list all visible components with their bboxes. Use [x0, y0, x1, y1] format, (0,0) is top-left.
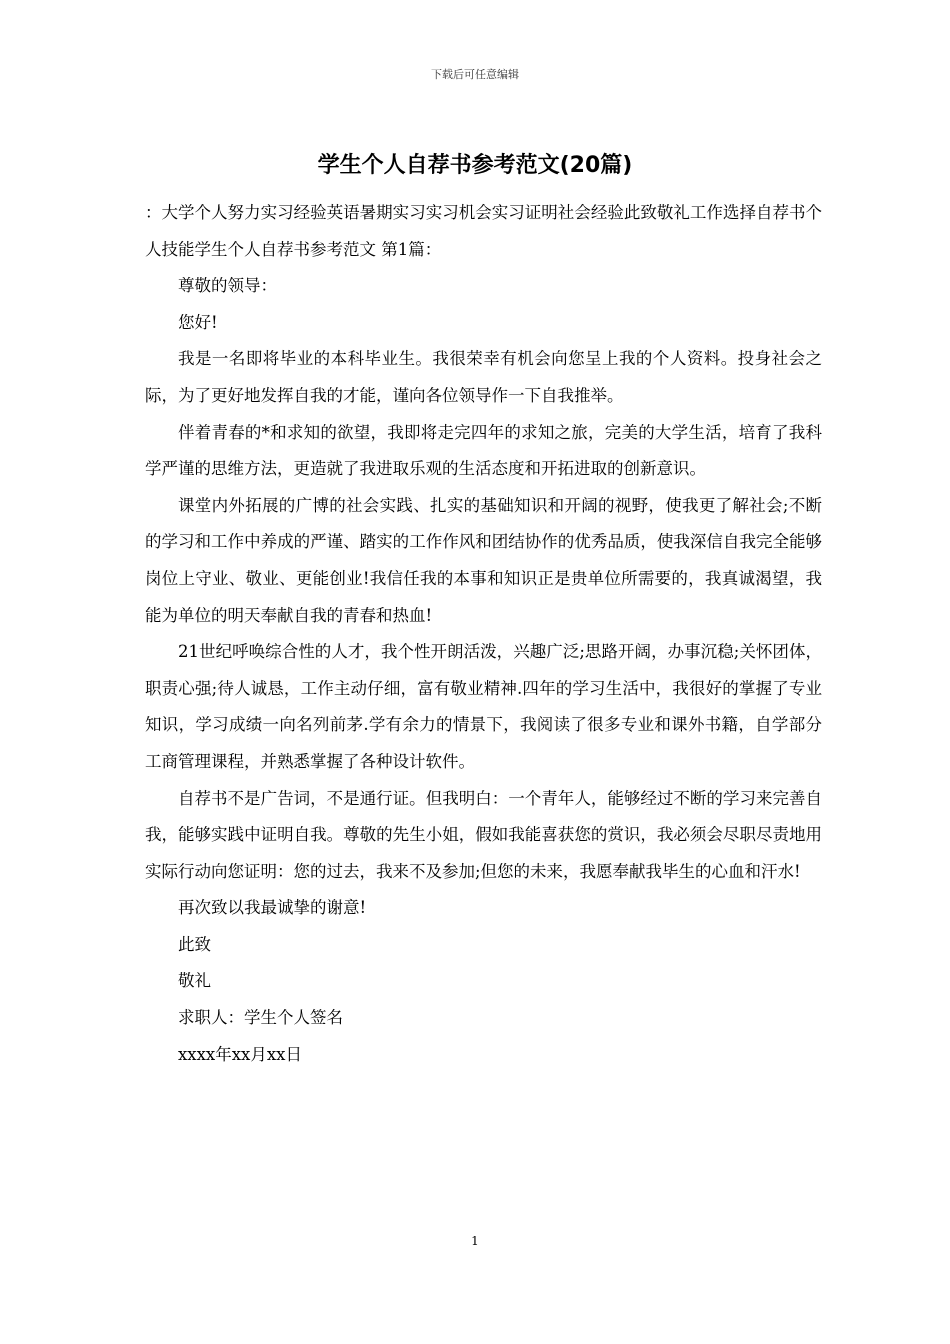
salutation: 尊敬的领导： — [178, 276, 277, 296]
closing-regards: 敬礼 — [178, 971, 211, 991]
document-body — [145, 195, 822, 1073]
page-number: 1 — [471, 1234, 479, 1248]
body-paragraph: 自荐书不是广告词，不是通行证。但我明白：一个青年人，能够经过不断的学习来完善自我，能够实践中证明自我。尊敬的先生小姐，假如我能喜获您的赏识，我必须会尽职尽责地用实际行动向您证明：您的过去，我来不及参加;但您的未来，我愿奉献我毕生的心血和汗水! — [145, 788, 822, 881]
greeting: 您好! — [178, 312, 218, 332]
intro-paragraph: ：大学个人努力实习经验英语暑期实习实习机会实习证明社会经验此致敬礼工作选择自荐书个人技能学生个人自荐书参考范文 第1篇： — [145, 203, 822, 259]
date-line: xxxx年xx月xx日 — [178, 1044, 302, 1064]
signature-line: 求职人：学生个人签名 — [178, 1008, 343, 1028]
document-title: 学生个人自荐书参考范文(20篇) — [317, 153, 633, 178]
body-paragraph: 我是一名即将毕业的本科毕业生。我很荣幸有机会向您呈上我的个人资料。投身社会之际，为了更好地发挥自我的才能，谨向各位领导作一下自我推举。 — [145, 349, 822, 405]
header-note: 下载后可任意编辑 — [431, 68, 519, 81]
thanks-line: 再次致以我最诚挚的谢意! — [178, 898, 367, 918]
body-paragraph: 21世纪呼唤综合性的人才，我个性开朗活泼，兴趣广泛;思路开阔，办事沉稳;关怀团体，职责心强;待人诚恳，工作主动仔细，富有敬业精神.四年的学习生活中，我很好的掌握了专业知识，学习成绩一向名列前茅.学有余力的情景下，我阅读了很多专业和课外书籍，自学部分工商管理课程，并熟悉掌握了各种设计软件。 — [145, 642, 822, 771]
body-paragraph: 伴着青春的*和求知的欲望，我即将走完四年的求知之旅，完美的大学生活，培育了我科学严谨的思维方法，更造就了我进取乐观的生活态度和开拓进取的创新意识。 — [145, 422, 822, 479]
body-paragraph: 课堂内外拓展的广博的社会实践、扎实的基础知识和开阔的视野，使我更了解社会;不断的学习和工作中养成的严谨、踏实的工作作风和团结协作的优秀品质，使我深信自我完全能够岗位上守业、敬业、更能创业!我信任我的本事和知识正是贵单位所需要的，我真诚渴望，我能为单位的明天奉献自我的青春和热血! — [145, 495, 822, 625]
closing-line: 此致 — [178, 934, 211, 954]
